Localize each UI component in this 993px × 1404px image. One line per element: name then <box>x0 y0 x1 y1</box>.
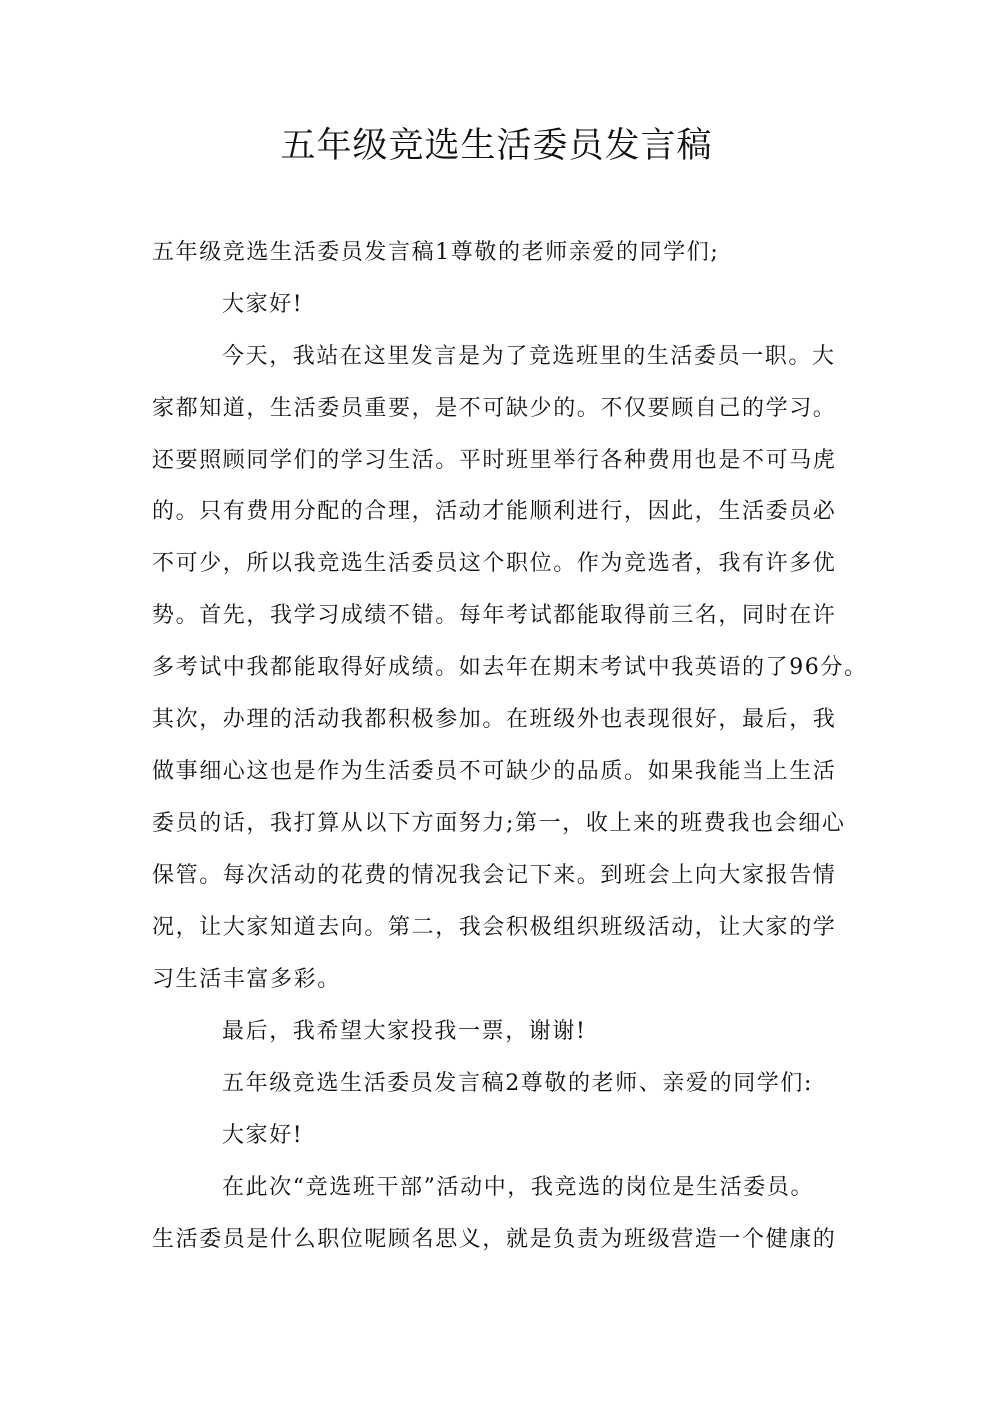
paragraph-line: 不可少，所以我竞选生活委员这个职位。作为竞选者，我有许多优 <box>152 551 837 576</box>
paragraph-line: 做事细心这也是作为生活委员不可缺少的品质。如果我能当上生活 <box>152 759 837 784</box>
paragraph-line: 还要照顾同学们的学习生活。平时班里举行各种费用也是不可马虎 <box>152 448 837 473</box>
paragraph-line: 习生活丰富多彩。 <box>152 967 341 992</box>
paragraph-line: 多考试中我都能取得好成绩。如去年在期末考试中我英语的了96分。 <box>152 655 868 680</box>
paragraph-line: 的。只有费用分配的合理，活动才能顺利进行，因此，生活委员必 <box>152 499 837 524</box>
paragraph-line: 势。首先，我学习成绩不错。每年考试都能取得前三名，同时在许 <box>152 603 837 628</box>
paragraph-line: 五年级竞选生活委员发言稿1尊敬的老师亲爱的同学们; <box>152 240 720 265</box>
paragraph-line: 最后，我希望大家投我一票，谢谢! <box>222 1019 587 1044</box>
paragraph-line: 大家好! <box>222 292 304 317</box>
paragraph-line: 大家好! <box>222 1123 304 1148</box>
paragraph-line: 在此次“竞选班干部”活动中，我竞选的岗位是生活委员。 <box>222 1175 815 1200</box>
document-title: 五年级竞选生活委员发言稿 <box>280 126 713 166</box>
paragraph-line: 生活委员是什么职位呢顾名思义，就是负责为班级营造一个健康的 <box>152 1227 837 1252</box>
paragraph-line: 其次，办理的活动我都积极参加。在班级外也表现很好，最后，我 <box>152 707 837 732</box>
paragraph-line: 今天，我站在这里发言是为了竞选班里的生活委员一职。大 <box>222 344 836 369</box>
paragraph-line: 况，让大家知道去向。第二，我会积极组织班级活动，让大家的学 <box>152 915 837 940</box>
paragraph-line: 家都知道，生活委员重要，是不可缺少的。不仅要顾自己的学习。 <box>152 396 837 421</box>
paragraph-line: 五年级竞选生活委员发言稿2尊敬的老师、亲爱的同学们: <box>222 1071 814 1096</box>
paragraph-line: 保管。每次活动的花费的情况我会记下来。到班会上向大家报告情 <box>152 863 837 888</box>
paragraph-line: 委员的话，我打算从以下方面努力;第一，收上来的班费我也会细心 <box>152 811 846 836</box>
